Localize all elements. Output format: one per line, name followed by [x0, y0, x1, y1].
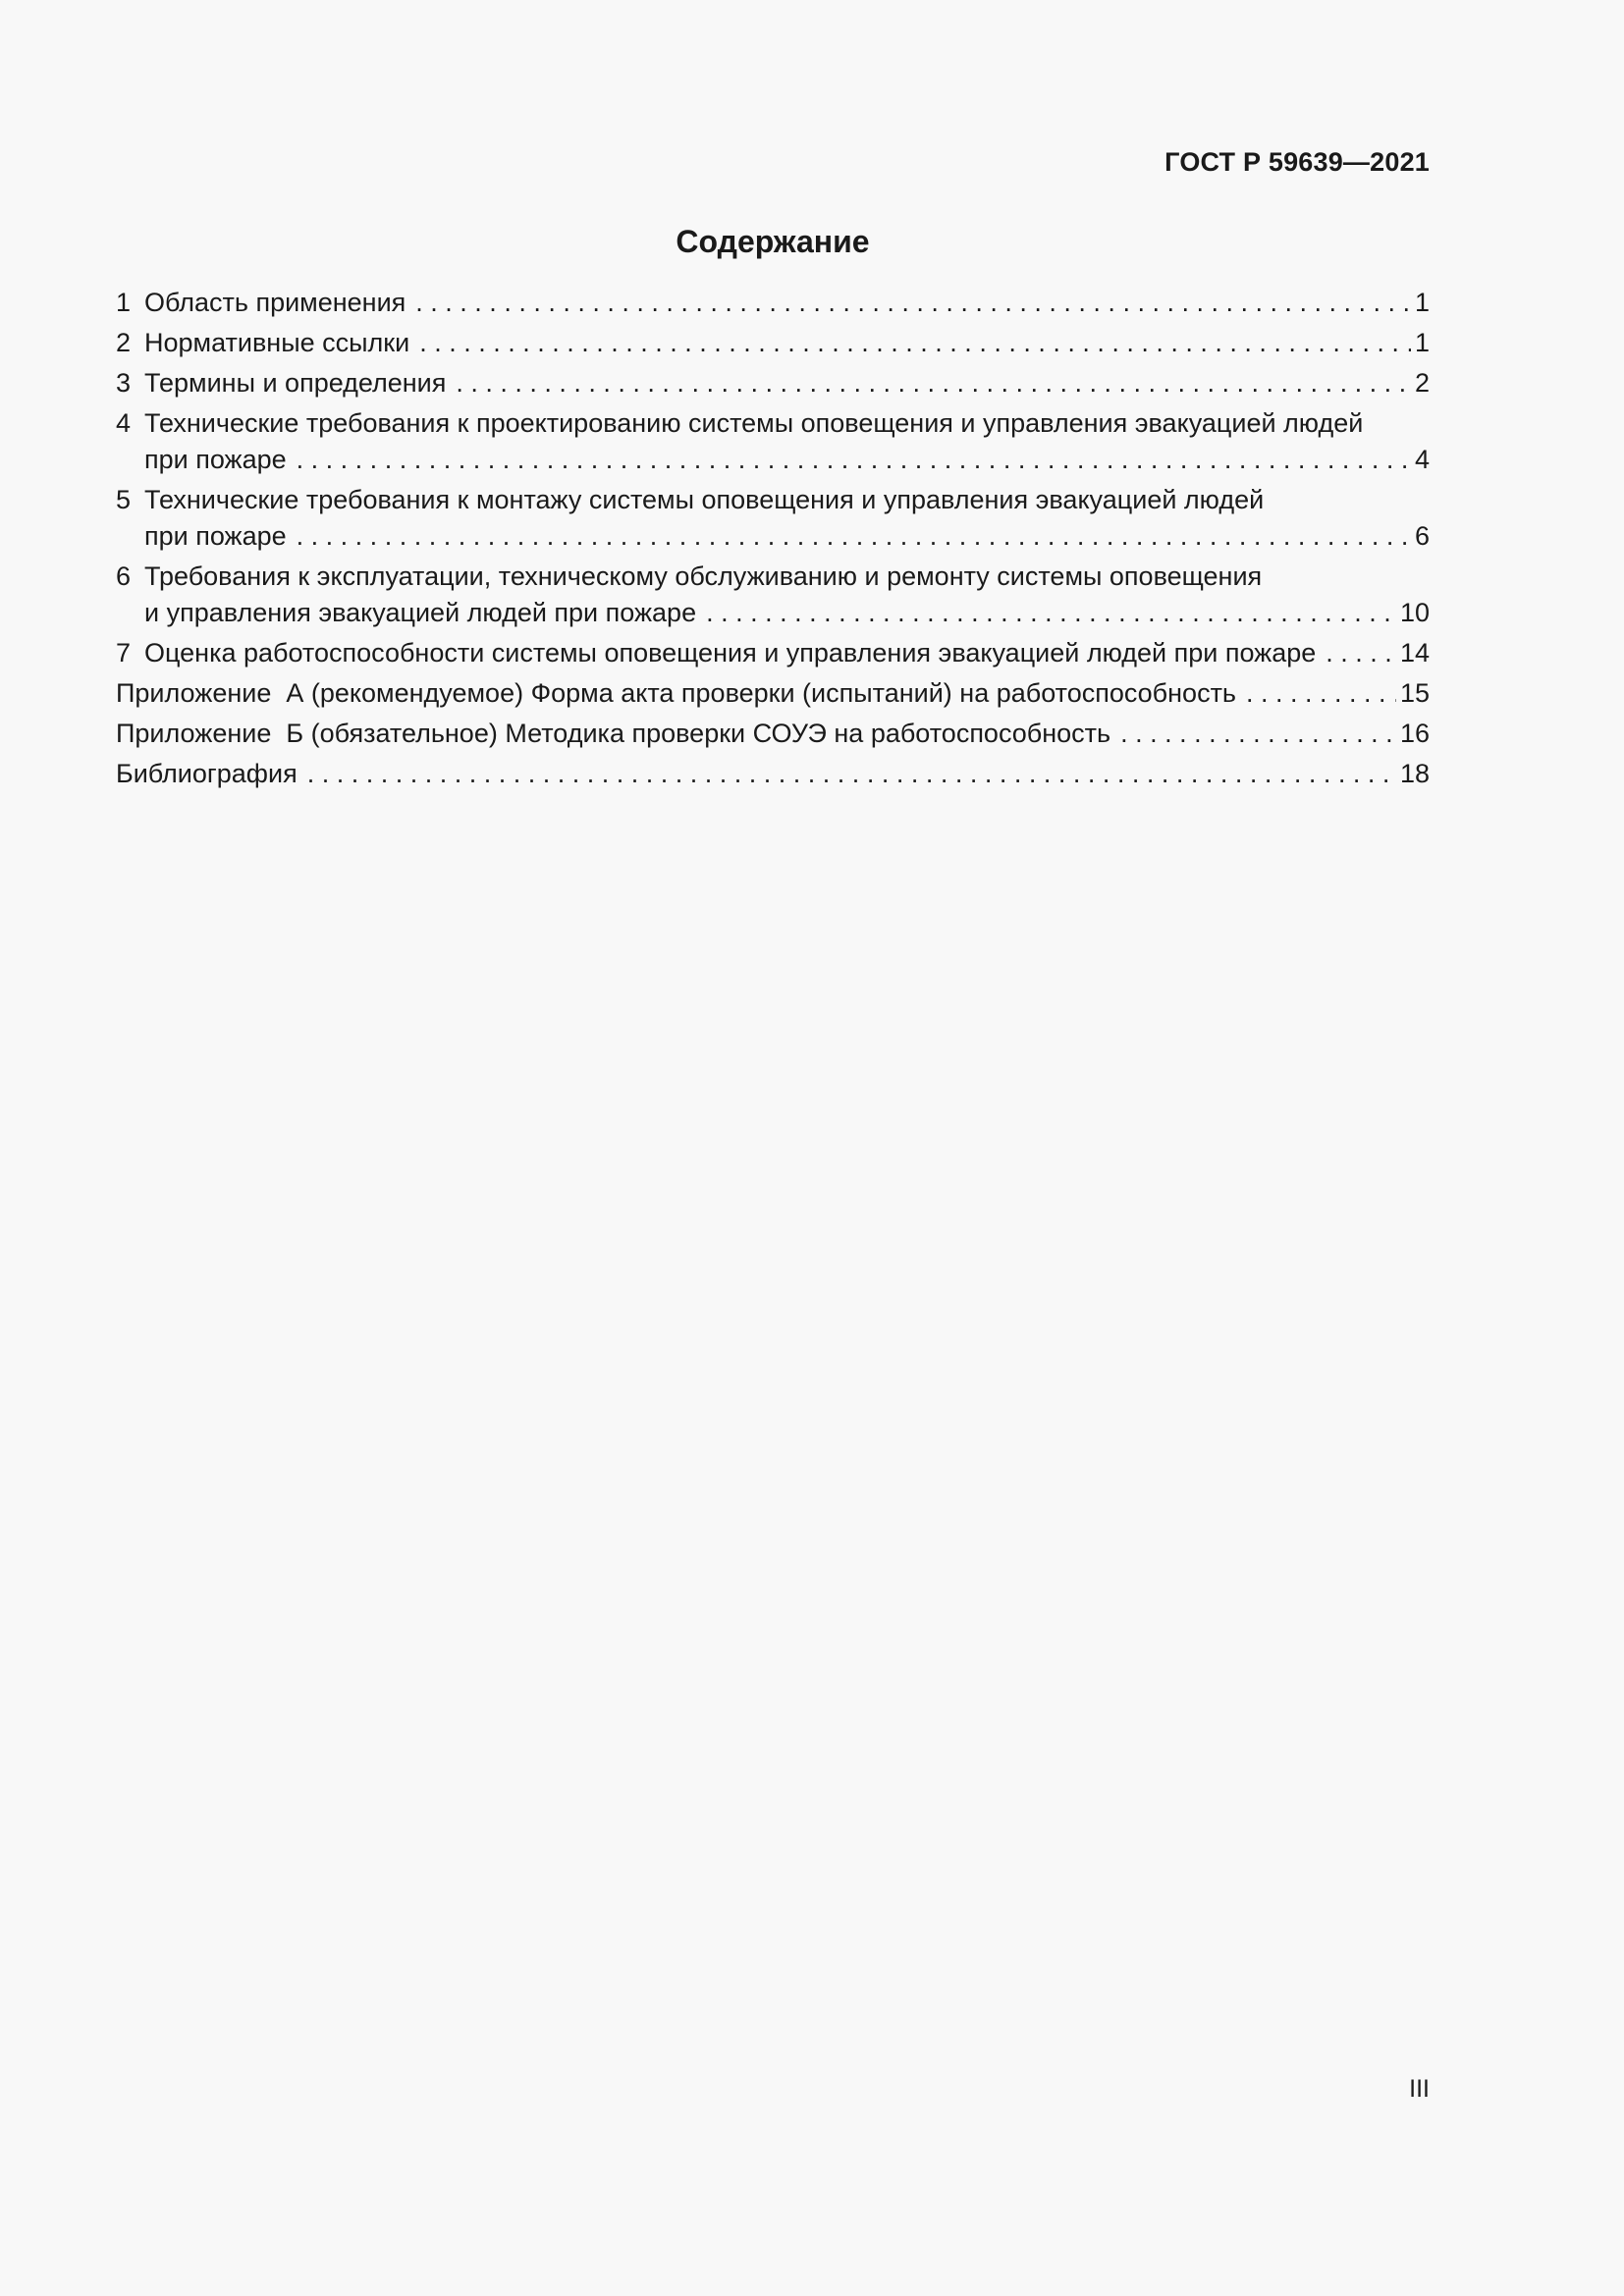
- toc-entry-title: Область применения: [144, 288, 406, 317]
- dot-leader: [419, 325, 1411, 361]
- toc-entry-number: 4: [116, 408, 132, 438]
- toc-entry-bibliography[interactable]: [116, 756, 1430, 792]
- toc-entry-number: 1: [116, 288, 132, 317]
- toc-entry-title: Технические требования к монтажу системы оповещения и управления эвакуацией людей: [144, 485, 1265, 514]
- toc-entry-title-continued: при пожаре: [144, 445, 287, 474]
- page-number: III: [1409, 2075, 1430, 2103]
- toc-entry-title-continued: и управления эвакуацией людей при пожаре: [144, 598, 697, 627]
- toc-entry-title: Приложение Б (обязательное) Методика проверки СОУЭ на работоспособность: [116, 719, 1111, 748]
- table-of-contents: [116, 285, 1430, 796]
- toc-entry-6[interactable]: [116, 559, 1430, 631]
- toc-entry-title-continued: при пожаре: [144, 521, 287, 551]
- toc-entry-number: 6: [116, 561, 132, 591]
- toc-entry-number: 7: [116, 638, 132, 667]
- dot-leader: [1246, 675, 1396, 712]
- toc-entry-number: 3: [116, 368, 132, 398]
- toc-entry-title: Требования к эксплуатации, техническому обслуживанию и ремонту системы оповещения: [144, 561, 1263, 591]
- toc-entry-1[interactable]: [116, 285, 1430, 321]
- toc-entry-number: 2: [116, 328, 132, 357]
- toc-entry-page: 18: [1399, 759, 1430, 788]
- toc-entry-page: 2: [1414, 368, 1430, 398]
- toc-entry-page: 15: [1399, 678, 1430, 708]
- toc-entry-title: Технические требования к проектированию системы оповещения и управления эвакуацией людей: [144, 408, 1364, 438]
- toc-entry-title: Приложение А (рекомендуемое) Форма акта проверки (испытаний) на работоспособность: [116, 678, 1237, 708]
- toc-entry-title: Нормативные ссылки: [144, 328, 410, 357]
- toc-entry-5[interactable]: [116, 482, 1430, 555]
- page-title: Содержание: [676, 224, 870, 259]
- toc-entry-3[interactable]: [116, 365, 1430, 401]
- toc-entry-4[interactable]: [116, 405, 1430, 478]
- toc-entry-appendix-a[interactable]: [116, 675, 1430, 712]
- dot-leader: [706, 595, 1396, 631]
- dot-leader: [297, 518, 1411, 555]
- toc-entry-7[interactable]: [116, 635, 1430, 671]
- toc-entry-title: Термины и определения: [144, 368, 447, 398]
- dot-leader: [1120, 716, 1396, 752]
- dot-leader: [1326, 635, 1396, 671]
- toc-entry-page: 16: [1399, 719, 1430, 748]
- dot-leader: [307, 756, 1396, 792]
- dot-leader: [297, 442, 1411, 478]
- document-id: ГОСТ Р 59639—2021: [1164, 147, 1430, 177]
- toc-entry-page: 14: [1399, 638, 1430, 667]
- toc-entry-page: 4: [1414, 445, 1430, 474]
- toc-entry-page: 10: [1399, 598, 1430, 627]
- toc-entry-page: 6: [1414, 521, 1430, 551]
- toc-entry-2[interactable]: [116, 325, 1430, 361]
- dot-leader: [415, 285, 1411, 321]
- toc-entry-appendix-b[interactable]: [116, 716, 1430, 752]
- dot-leader: [456, 365, 1411, 401]
- toc-entry-title: Библиография: [116, 759, 298, 788]
- toc-entry-number: 5: [116, 485, 132, 514]
- toc-entry-page: 1: [1414, 328, 1430, 357]
- toc-entry-page: 1: [1414, 288, 1430, 317]
- toc-entry-title: Оценка работоспособности системы оповещения и управления эвакуацией людей при пожаре: [144, 638, 1317, 667]
